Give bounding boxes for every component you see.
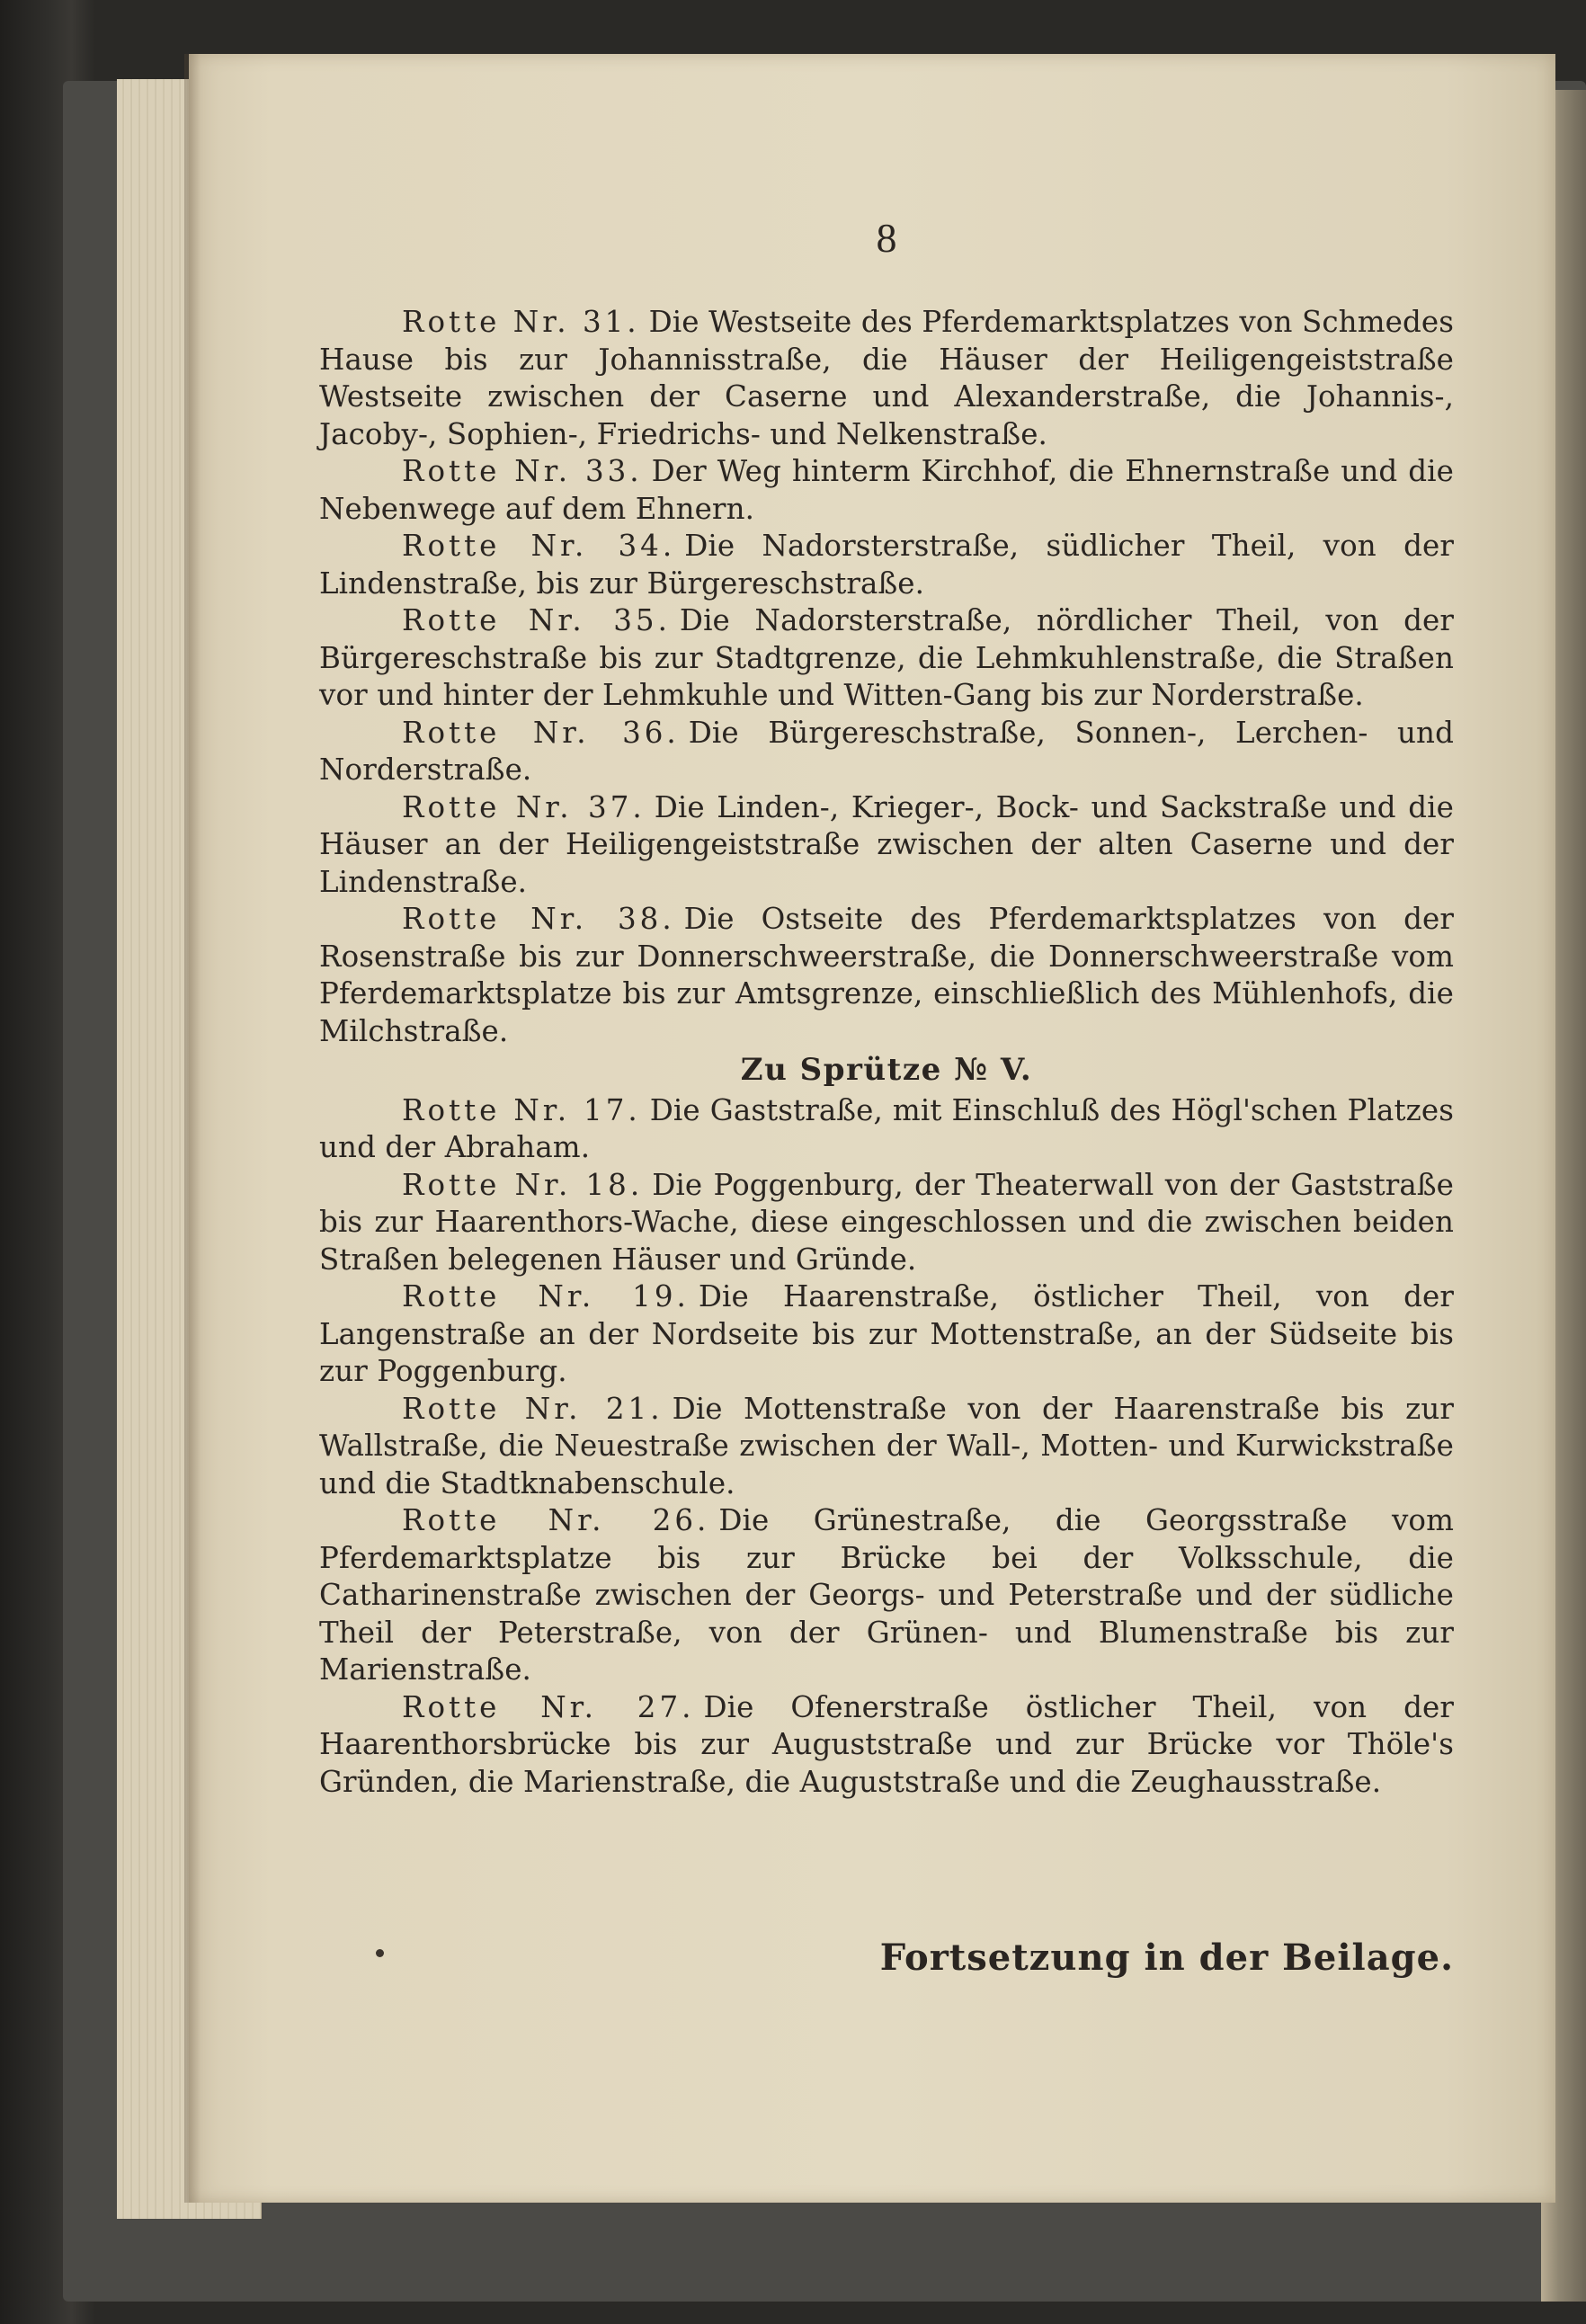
list-entry (319, 528, 1454, 602)
list-entry (319, 453, 1454, 528)
list-entry (319, 602, 1454, 715)
list-entry (319, 789, 1454, 902)
entry-text: Die Ostseite des Pferdemarktsplatzes von der Rosenstraße bis zur Donnerschweerstraße, die Donnerschweerstraße vom Pferdemarktsplatze bis zur Amtsgrenze, einschließlich des Mühlenhofs, die Milchstraße. (319, 902, 1454, 1048)
list-entry (319, 1502, 1454, 1689)
entry-label: Rotte Nr. 33. (402, 454, 643, 488)
entry-label: Rotte Nr. 36. (402, 715, 680, 750)
list-entry (319, 1391, 1454, 1503)
continuation-note: Fortsetzung in der Beilage. (879, 1937, 1454, 1979)
entry-label: Rotte Nr. 19. (402, 1279, 690, 1313)
list-entry (319, 1092, 1454, 1167)
entry-label: Rotte Nr. 21. (402, 1391, 664, 1426)
list-entry (319, 304, 1454, 453)
entries-list-part2 (319, 1092, 1454, 1802)
entry-text: Die Gaststraße, mit Einschluß des Högl'schen Platzes und der Abraham. (319, 1092, 1454, 1164)
list-entry (319, 1167, 1454, 1279)
entry-text: Die Nadorsterstraße, nördlicher Theil, von der Bürgereschstraße bis zur Stadtgrenze, die Lehmkuhlenstraße, die Straßen vor und hinter der Lehmkuhle und Witten-Gang bis zur Norderstraße. (319, 603, 1454, 712)
page-number: 8 (876, 215, 897, 261)
entry-text: Die Mottenstraße von der Haarenstraße bis zur Wallstraße, die Neuestraße zwischen der Wall-, Motten- und Kurwickstraße und die Stadtknabenschule. (319, 1391, 1454, 1500)
entry-label: Rotte Nr. 26. (402, 1503, 710, 1537)
entry-label: Rotte Nr. 38. (402, 902, 675, 936)
entry-text: Die Poggenburg, der Theaterwall von der Gaststraße bis zur Haarenthors-Wache, diese eingeschlossen und die zwischen beiden Straßen belegenen Häuser und Gründe. (319, 1167, 1454, 1277)
entry-text: Die Nadorsterstraße, südlicher Theil, von der Lindenstraße, bis zur Bürgereschstraße. (319, 529, 1454, 601)
list-entry (319, 901, 1454, 1050)
entry-label: Rotte Nr. 34. (402, 529, 676, 563)
entry-text: Die Westseite des Pferdemarktsplatzes von Schmedes Hause bis zur Johannisstraße, die Häuser der Heiligengeiststraße Westseite zwischen der Caserne und Alexanderstraße, die Johannis-, Jacoby-, Sophien-, Friedrichs- und Nelkenstraße. (319, 305, 1454, 451)
entry-text: Die Bürgereschstraße, Sonnen-, Lerchen- und Norderstraße. (319, 715, 1454, 787)
entry-label: Rotte Nr. 35. (402, 603, 671, 637)
entry-label: Rotte Nr. 27. (402, 1689, 695, 1724)
ink-dot (376, 1949, 384, 1957)
entry-text: Die Ofenerstraße östlicher Theil, von der Haarenthorsbrücke bis zur Auguststraße und zur Brücke vor Thöle's Gründen, die Marienstraße, die Auguststraße und die Zeughausstraße. (319, 1689, 1454, 1799)
entry-label: Rotte Nr. 31. (402, 305, 640, 339)
list-entry (319, 1278, 1454, 1391)
list-entry (319, 1689, 1454, 1802)
entry-text: Die Linden-, Krieger-, Bock- und Sackstraße und die Häuser an der Heiligengeiststraße zwischen der alten Caserne und der Lindenstraße. (319, 789, 1454, 899)
entries-list-part1 (319, 304, 1454, 1050)
section-heading: Zu Sprütze № V. (740, 1052, 1033, 1088)
gutter-shadow (184, 54, 200, 2203)
page-body (319, 304, 1454, 1801)
entry-text: Die Haarenstraße, östlicher Theil, von der Langenstraße an der Nordseite bis zur Mottenstraße, an der Südseite bis zur Poggenburg. (319, 1279, 1454, 1388)
entry-text: Der Weg hinterm Kirchhof, die Ehnernstraße und die Nebenwege auf dem Ehnern. (319, 454, 1454, 526)
entry-label: Rotte Nr. 18. (402, 1167, 644, 1202)
entry-label: Rotte Nr. 37. (402, 789, 646, 824)
entry-label: Rotte Nr. 17. (402, 1092, 641, 1127)
entry-text: Die Grünestraße, die Georgsstraße vom Pferdemarktsplatze bis zur Brücke bei der Volksschule, die Catharinenstraße zwischen der Georgs- und Peterstraße und der südliche Theil der Peterstraße, von der Grünen- und Blumenstraße bis zur Marienstraße. (319, 1503, 1454, 1687)
list-entry (319, 715, 1454, 789)
